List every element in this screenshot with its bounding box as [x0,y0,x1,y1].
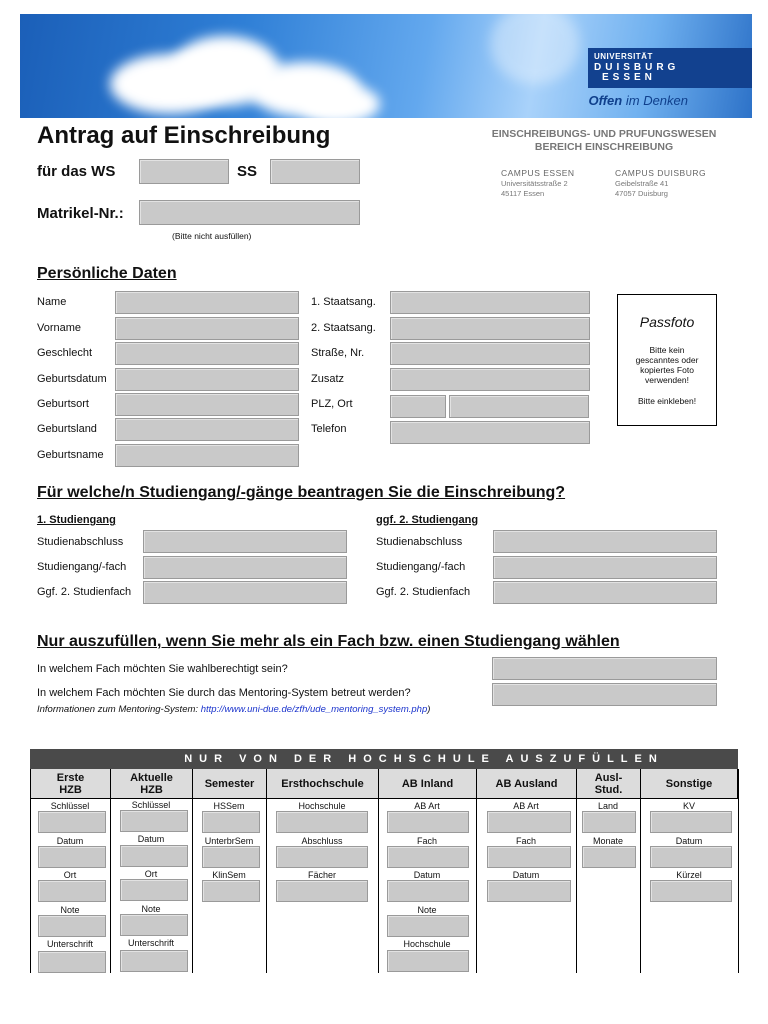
ausl-stud-land-field[interactable] [582,811,636,833]
erste-hzb-schluessel-field[interactable] [38,811,106,833]
field-label: Name [37,296,67,308]
cell-label: Datum [413,870,441,880]
cell-label: Unterschrift [46,939,93,949]
column-head-ab-inland [378,769,476,799]
column-head-erste-hzb [30,769,110,799]
head-line: Ausl- [594,771,623,784]
table-band-left [30,749,110,769]
campus-duisburg-street: Geibelstraße 41 [615,179,669,188]
klinsem-field[interactable] [202,880,260,902]
erste-hzb-unterschrift-field[interactable] [38,951,106,973]
section-heading-multi: Nur auszufüllen, wenn Sie mehr als ein Fach bzw. einen Studiengang wählen [37,633,620,650]
column-head-ab-ausland [476,769,576,799]
cell-label: Land [597,801,619,811]
ab-ausland-datum-field[interactable] [487,880,571,902]
info-suffix: ) [427,704,431,715]
section-heading-personal: Persönliche Daten [37,265,177,282]
cell-label: Hochschule [298,801,346,811]
question-label: In welchem Fach möchten Sie wahlberechtigt sein? [37,663,288,675]
field-label: Geburtsland [37,423,97,435]
erste-hzb-datum-field[interactable] [38,846,106,868]
ersthochschule-abschluss-field[interactable] [276,846,368,868]
aktuelle-hzb-datum-field[interactable] [120,845,188,867]
head-line: HZB [140,783,163,796]
mentoring-info [37,704,430,715]
cell-label: AB Art [513,801,539,811]
passfoto-box [617,294,717,426]
cell-label: Fächer [307,870,336,880]
matrikel-label: Matrikel-Nr.: [37,205,124,222]
column-divider [738,769,739,973]
erste-hzb-ort-field[interactable] [38,880,106,902]
field-label: Geburtsort [37,398,89,410]
sonstige-kv-field[interactable] [650,811,732,833]
ab-inland-datum-field[interactable] [387,880,469,902]
field-label: Studiengang/-fach [376,561,466,573]
cell-label: Ort [63,870,77,880]
slogan-bold: Offen [588,93,623,108]
ausl-stud-monate-field[interactable] [582,846,636,868]
passfoto-note: Bitte einkleben! [637,396,697,406]
column-head-sonstige [640,769,738,799]
column-head-aktuelle-hzb [110,769,192,799]
matrikel-note: (Bitte nicht ausfüllen) [172,231,252,241]
head-line: Sonstige [665,777,713,790]
study2-title: ggf. 2. Studiengang [376,514,479,526]
study2-fach2-field[interactable] [493,581,717,604]
slogan-rest: im Denken [625,93,688,108]
study1-fach2-field[interactable] [143,581,347,604]
ab-inland-art-field[interactable] [387,811,469,833]
head-line: HZB [59,783,82,796]
study1-fach-field[interactable] [143,556,347,579]
cell-label: Monate [592,836,624,846]
staatsang1-field[interactable] [390,291,590,314]
aktuelle-hzb-schluessel-field[interactable] [120,810,188,832]
plz-field[interactable] [390,395,446,418]
cell-label: Datum [56,836,84,846]
campus-essen-name: CAMPUS ESSEN [501,168,575,178]
field-label: Vorname [37,322,82,334]
aktuelle-hzb-ort-field[interactable] [120,879,188,901]
head-line: Semester [204,777,255,790]
ab-inland-fach-field[interactable] [387,846,469,868]
vorname-field[interactable] [115,317,299,340]
head-line: Ersthochschule [281,777,364,790]
ss-field[interactable] [270,159,360,184]
office-line2: BEREICH EINSCHREIBUNG [534,141,674,153]
cell-label: Abschluss [301,836,343,846]
field-label: Studiengang/-fach [37,561,127,573]
cell-label: Schlüssel [50,801,90,811]
zusatz-field[interactable] [390,368,590,391]
ab-inland-note-field[interactable] [387,915,469,937]
passfoto-note: gescanntes oder [635,355,699,365]
cell-label: AB Art [414,801,440,811]
cloud-decoration [300,84,380,118]
ws-field[interactable] [139,159,229,184]
field-label: Geschlecht [37,347,93,359]
erste-hzb-note-field[interactable] [38,915,106,937]
telefon-field[interactable] [390,421,590,444]
sonstige-datum-field[interactable] [650,846,732,868]
cell-label: Note [141,904,161,914]
study1-title: 1. Studiengang [37,514,116,526]
cell-label: KV [682,801,695,811]
name-field[interactable] [115,291,299,314]
campus-duisburg-name: CAMPUS DUISBURG [615,168,707,178]
mentoring-field[interactable] [492,683,717,706]
geburtsname-field[interactable] [115,444,299,467]
campus-duisburg-city: 47057 Duisburg [615,189,668,198]
cell-label: UnterbrSem [204,836,254,846]
cell-label: Datum [512,870,540,880]
geburtsdatum-field[interactable] [115,368,299,391]
semester-label: für das WS [37,163,116,180]
table-band: NUR VON DER HOCHSCHULE AUSZUFÜLLEN [110,749,738,769]
ab-inland-hochschule-field[interactable] [387,950,469,972]
field-label: Ggf. 2. Studienfach [376,586,471,598]
field-label: Studienabschluss [376,536,463,548]
staatsang2-field[interactable] [390,317,590,340]
question-label: In welchem Fach möchten Sie durch das Mentoring-System betreut werden? [37,687,411,699]
study1-abschluss-field[interactable] [143,530,347,553]
cell-label: Note [60,905,80,915]
cell-label: Datum [675,836,703,846]
cell-label: Unterschrift [127,938,174,948]
ab-ausland-art-field[interactable] [487,811,571,833]
matrikel-field[interactable] [139,200,360,225]
logo-line: UNIVERSITÄT [594,52,653,61]
aktuelle-hzb-note-field[interactable] [120,914,188,936]
hssem-field[interactable] [202,811,260,833]
cell-label: Hochschule [403,939,451,949]
column-head-semester [192,769,266,799]
column-head-ersthochschule [266,769,378,799]
sonstige-kuerzel-field[interactable] [650,880,732,902]
field-label: 2. Staatsang. [311,322,376,334]
geschlecht-field[interactable] [115,342,299,365]
office-use-table [30,749,738,973]
geburtsort-field[interactable] [115,393,299,416]
cell-label: Kürzel [676,870,702,880]
wahlberechtigt-field[interactable] [492,657,717,680]
head-line: Aktuelle [130,771,173,784]
ersthochschule-hochschule-field[interactable] [276,811,368,833]
cell-label: Ort [144,869,158,879]
slogan [589,93,688,108]
head-line: AB Inland [401,777,454,790]
ab-ausland-fach-field[interactable] [487,846,571,868]
field-label: PLZ, Ort [311,398,353,410]
cell-label: Note [417,905,437,915]
ersthochschule-faecher-field[interactable] [276,880,368,902]
header-banner [20,14,752,118]
field-label: 1. Staatsang. [311,296,376,308]
passfoto-note: kopiertes Foto [640,365,694,375]
head-line: Erste [56,771,85,784]
cell-label: Fach [515,836,536,846]
aktuelle-hzb-unterschrift-field[interactable] [120,950,188,972]
cell-label: HSSem [213,801,245,811]
field-label: Studienabschluss [37,536,124,548]
logo-line: DUISBURG [594,62,680,73]
field-label: Telefon [311,423,347,435]
cell-label: Fach [416,836,437,846]
cell-label: KlinSem [212,870,246,880]
passfoto-note: Bitte kein [649,345,685,355]
ss-label: SS [237,163,258,180]
head-line: Stud. [594,783,623,796]
passfoto-title: Passfoto [639,314,695,330]
field-label: Zusatz [311,373,345,385]
office-line1: EINSCHREIBUNGS- UND PRUFUNGSWESEN [491,128,717,140]
logo-line: ESSEN [602,72,656,83]
info-prefix: Informationen zum Mentoring-System: [37,704,201,715]
field-label: Geburtsname [37,449,104,461]
ort-field[interactable] [449,395,589,418]
section-heading-study: Für welche/n Studiengang/-gänge beantragen Sie die Einschreibung? [37,484,566,501]
mentoring-link[interactable]: http://www.uni-due.de/zfh/ude_mentoring_system.php [200,704,428,715]
geburtsland-field[interactable] [115,418,299,441]
study2-abschluss-field[interactable] [493,530,717,553]
column-head-ausl-stud [576,769,640,799]
university-logo [588,48,752,88]
cell-label: Schlüssel [131,800,171,810]
column-divider [576,769,577,973]
campus-essen-street: Universitätsstraße 2 [501,179,568,188]
strasse-field[interactable] [390,342,590,365]
campus-essen-city: 45117 Essen [501,189,545,198]
passfoto-note: verwenden! [645,375,689,385]
page-title: Antrag auf Einschreibung [37,122,331,149]
field-label: Ggf. 2. Studienfach [37,586,132,598]
unterbrsem-field[interactable] [202,846,260,868]
field-label: Straße, Nr. [311,347,365,359]
sun-glow [490,14,580,84]
cell-label: Datum [137,834,165,844]
field-label: Geburtsdatum [37,373,107,385]
head-line: AB Ausland [495,777,558,790]
study2-fach-field[interactable] [493,556,717,579]
